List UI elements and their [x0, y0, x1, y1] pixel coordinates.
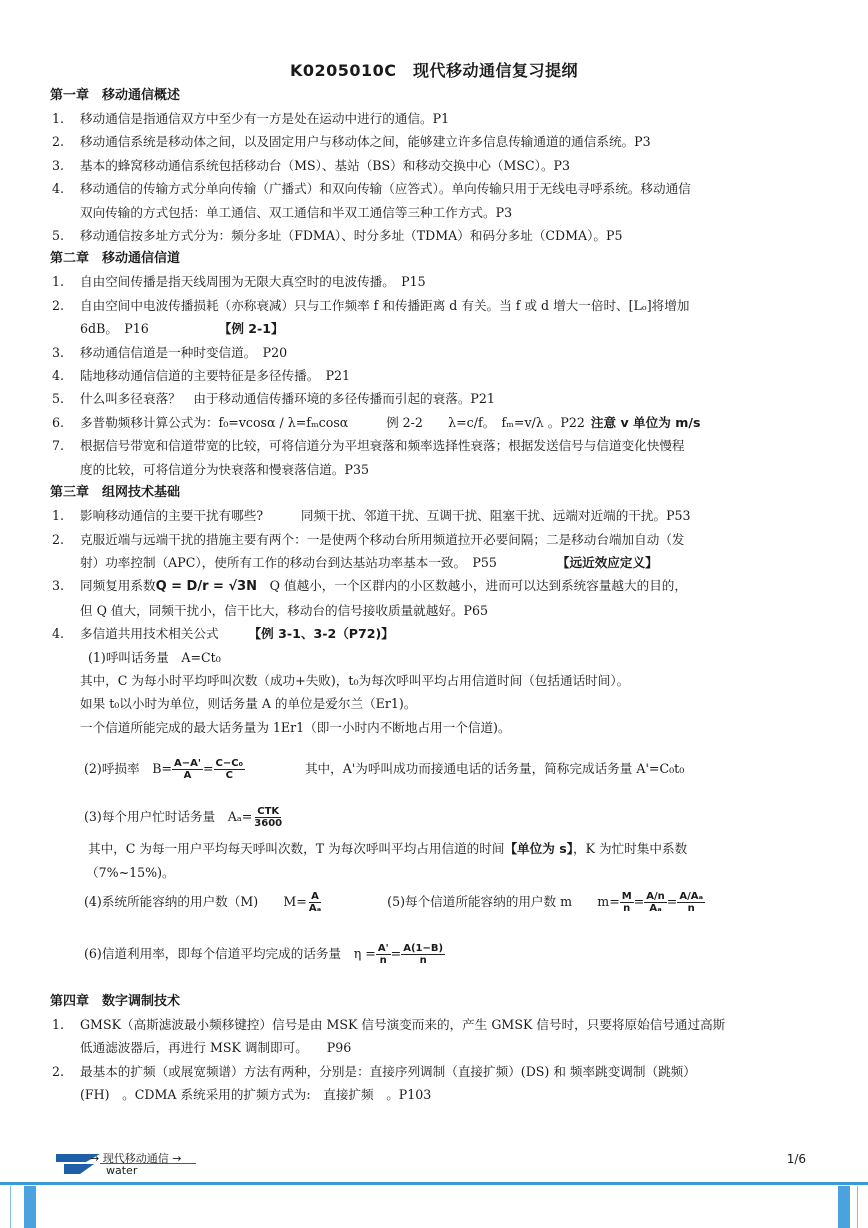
chapter-3-heading: 第三章 组网技术基础: [50, 485, 181, 501]
reuse-formula: Q = D/r = √3N: [155, 579, 258, 595]
footer-brand-sub: water: [106, 1164, 138, 1177]
ch1-item-2: 2. 移动通信系统是移动体之间，以及固定用户与移动体之间，能够建立许多信息传输通道的通信系统。P3: [52, 134, 651, 150]
right-border-bar: [838, 1186, 850, 1228]
formula-1-note-3: 一个信道所能完成的最大话务量为 1Er1（即一小时内不断地占用一个信道)。: [80, 719, 511, 735]
ch1-item-4: 4. 移动通信的传输方式分单向传输（广播式）和双向传输（应答式）。单向传输只用于无线电寻呼系统。移动通信 双向传输的方式包括：单工通信、双工通信和半双工通信等三种工作方式。P3: [52, 181, 691, 220]
formula-4-5: (4)系统所能容纳的用户数（M) M= $\frac{A}{\text{Aₐ}}$ (5)每个信道所能容纳的用户数 m m= $\frac{M}{n}$ = $\frac{A/n}{\text{Aₐ}}$ = $\frac{\text{A/Aₐ}}{n}$: [84, 890, 704, 914]
formula-3-note: 其中，C 为每一用户平均每天呼叫次数，T 为每次呼叫平均占用信道的时间【单位为 s】，K 为忙时集中系数: [88, 841, 688, 857]
chapter-1-heading: 第一章 移动通信概述: [50, 88, 181, 103]
page-number: 1/6: [786, 1152, 806, 1166]
ch2-item-1: 1. 自由空间传播是指天线周围为无限大真空时的电波传播。 P15: [52, 274, 426, 290]
fraction: $\frac{\text{A/Aₐ}}{n}$: [679, 890, 704, 914]
formula-2: (2)呼损率 B= $\frac{A-A'}{A}$ = $\frac{\text{C−C₀}}{C}$ 其中，A'为呼叫成功而接通电话的话务量，简称完成话务量 A'=C₀t₀: [84, 758, 685, 782]
formula-3-note-2: （7%~15%)。: [86, 864, 175, 880]
ch2-item-6: 6. 多普勒频移计算公式为：f₀=vcosα / λ=fₘcosα 例 2-2 λ=c/f。 fₘ=v/λ 。P22 注意 v 单位为 m/s: [52, 414, 701, 430]
ch1-item-1: 1. 移动通信是指通信双方中至少有一方是处在运动中进行的通信。P1: [52, 111, 450, 126]
fraction: $\frac{\text{CTK}}{3600}$: [254, 806, 283, 830]
ch2-item-7: 7. 根据信号带宽和信道带宽的比较，可将信道分为平坦衰落和频率选择性衰落；根据发送信号与信道变化快慢程 度的比较，可将信道分为快衰落和慢衰落信道。P35: [52, 438, 685, 477]
ch2-item-3: 3. 移动通信信道是一种时变信道。 P20: [52, 344, 288, 360]
fraction: $\frac{M}{n}$: [621, 890, 632, 914]
ch1-item-3: 3. 基本的蜂窝移动通信系统包括移动台（MS）、基站（BS）和移动交换中心（MSC）。P3: [52, 157, 571, 173]
ch2-item-4: 4. 陆地移动通信信道的主要特征是多径传播。 P21: [52, 368, 351, 384]
fraction: $\frac{A'}{n}$: [377, 942, 389, 966]
formula-3: (3)每个用户忙时话务量 Aₐ= $\frac{\text{CTK}}{3600}$: [84, 806, 283, 830]
example-ref: 【例 2-1】: [218, 321, 284, 337]
ch4-item-2: 2. 最基本的扩频（或展宽频谱）方法有两种，分别是：直接序列调制（直接扩频）(DS) 和 频率跳变调制（跳频） (FH) 。CDMA 系统采用的扩频方式为: 直接扩频 。P103: [52, 1063, 696, 1103]
left-border-line: [10, 1186, 11, 1228]
ch1-item-5: 5. 移动通信按多址方式分为：频分多址（FDMA）、时分多址（TDMA）和码分多址（CDMA）。P5: [52, 228, 623, 244]
fraction: $\frac{A-A'}{A}$: [174, 758, 201, 782]
footer-brand: → 现代移动通信 →: [90, 1152, 182, 1165]
unit-note: 注意 v 单位为 m/s: [590, 414, 701, 430]
chapter-4-heading: 第四章 数字调制技术: [50, 993, 181, 1009]
fraction: $\frac{A(1-B)}{n}$: [403, 942, 444, 966]
fraction: $\frac{\text{C−C₀}}{C}$: [215, 758, 243, 782]
example-ref-3: 【例 3-1、3-2（P72)】: [248, 626, 394, 642]
definition-ref: 【远近效应定义】: [556, 554, 658, 570]
ch2-item-5: 5. 什么叫多径衰落？ 由于移动通信传播环境的多径传播而引起的衰落。P21: [52, 391, 495, 407]
formula-1: (1)呼叫话务量 A=Ct₀: [88, 649, 221, 665]
document-body: [50, 84, 820, 1107]
chapter-2-heading: 第二章 移动通信信道: [50, 251, 181, 267]
ch2-item-2: 2. 自由空间中电波传播损耗（亦称衰减）只与工作频率 f 和传播距离 d 有关。当 f 或 d 增大一倍时、[Lₒ]将增加 6dB。 P16 【例 2-1】: [52, 297, 690, 337]
formula-1-note-1: 其中，C 为每小时平均呼叫次数（成功+失败)，t₀为每次呼叫平均占用信道时间（包括通话时间）。: [80, 672, 630, 688]
ch3-item-1: 1. 影响移动通信的主要干扰有哪些? 同频干扰、邻道干扰、互调干扰、阻塞干扰、远端对近端的干扰。P53: [52, 508, 691, 524]
ch4-item-1: 1. GMSK（高斯滤波最小频移键控）信号是由 MSK 信号演变而来的，产生 GMSK 信号时，只要将原始信号通过高斯 低通滤波器后，再进行 MSK 调制即可。 P96: [52, 1016, 726, 1056]
ch3-item-3: 3. 同频复用系数Q = D/r = √3N Q 值越小，一个区群内的小区数越小，进而可以达到系统容量越大的目的， 但 Q 值大，同频干扰小，信干比大，移动台的信号接收质量就越好。P65: [52, 578, 687, 618]
ch3-item-4: 4. 多信道共用技术相关公式 【例 3-1、3-2（P72)】: [52, 626, 394, 642]
ch3-item-2: 2. 克服近端与远端干扰的措施主要有两个：一是使两个移动台所用频道拉开必要间隔；二是移动台端加自动（发 射）功率控制（APC），使所有工作的移动台到达基站功率基本一致。 P55 【远近效应定义】: [52, 531, 685, 570]
page-title: K0205010C 现代移动通信复习提纲: [289, 61, 579, 80]
right-border-line: [857, 1186, 858, 1228]
fraction: $\frac{A/n}{\text{Aₐ}}$: [646, 890, 665, 914]
footer-rule: [0, 1182, 868, 1185]
formula-6: (6)信道利用率，即每个信道平均完成的话务量 η = $\frac{A'}{n}$ = $\frac{A(1-B)}{n}$: [84, 942, 444, 966]
fraction: $\frac{A}{\text{Aₐ}}$: [308, 890, 322, 914]
left-border-bar: [24, 1186, 36, 1228]
formula-1-note-2: 如果 t₀以小时为单位，则话务量 A 的单位是爱尔兰（Er1)。: [80, 696, 417, 712]
